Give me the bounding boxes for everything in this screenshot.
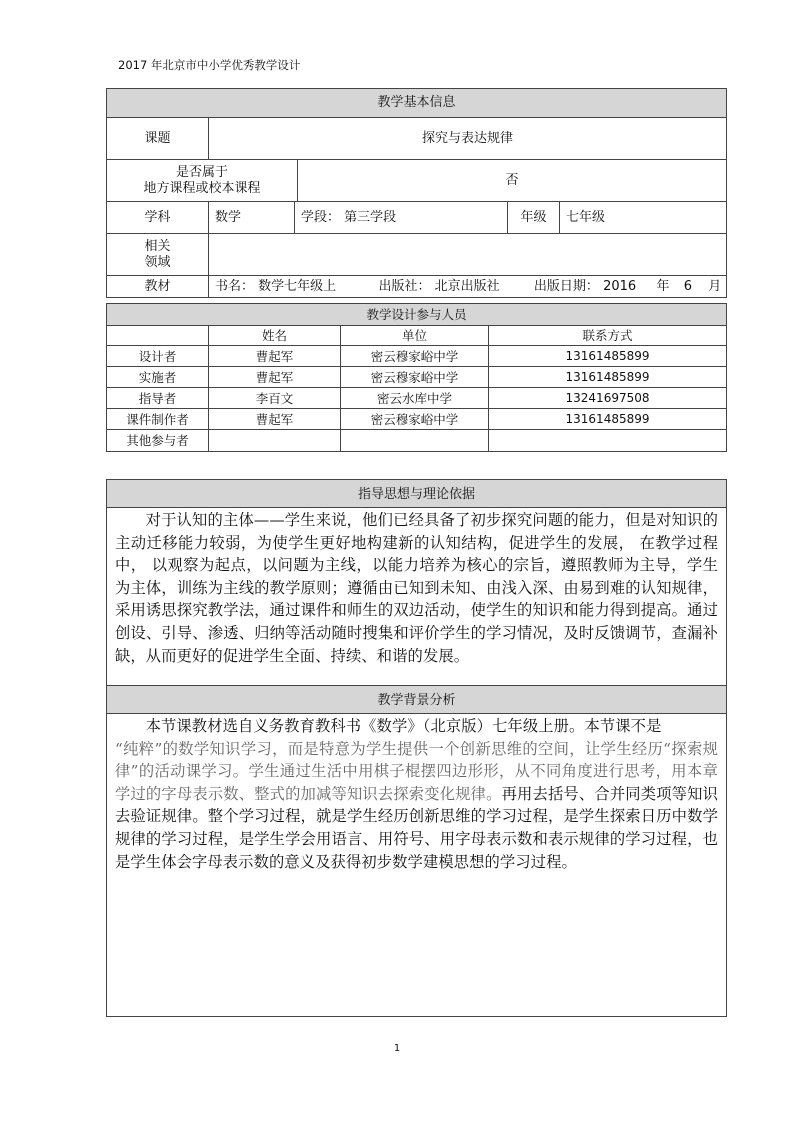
date-year-unit: 年 bbox=[656, 278, 670, 294]
related-field-label-line1: 相关 bbox=[144, 238, 171, 254]
table-row bbox=[107, 409, 727, 430]
background-text-a: 本节课教材选自义务教育教科书《数学》（北京版）七年级上册。本节课不是 bbox=[145, 717, 662, 735]
grade-value: 七年级 bbox=[560, 202, 727, 234]
guidance-heading: 指导思想与理论依据 bbox=[107, 480, 726, 508]
stage-cell bbox=[295, 202, 508, 234]
table-row bbox=[107, 388, 727, 409]
date-year: 2016 bbox=[603, 278, 637, 294]
staff-heading: 教学设计参与人员 bbox=[107, 304, 727, 326]
textbook-label: 教材 bbox=[107, 276, 209, 298]
staff-table bbox=[106, 303, 727, 452]
local-course-label bbox=[107, 160, 298, 202]
background-text-c: 再用去括号、合并同类项等知识去验证规律。整个学习过程，就是学生经历创新思维的学习过程，是学生探索日历中数学规律的学习过程，是学生学会用语言、用符号、用字母表示数和表示规律的学习过程，也是学生体会字母表示数的意义及获得初步数学建模思想的学习过程。 bbox=[115, 784, 718, 871]
stage-label: 学段： bbox=[301, 209, 341, 225]
staff-unit bbox=[341, 430, 489, 452]
local-course-label-line2: 地方课程或校本课程 bbox=[143, 180, 261, 196]
staff-name: 曹起军 bbox=[209, 409, 341, 430]
staff-unit: 密云水库中学 bbox=[341, 388, 489, 409]
publisher-label: 出版社： bbox=[378, 278, 431, 294]
page-header: 2017 年北京市中小学优秀教学设计 bbox=[118, 58, 301, 72]
table-row bbox=[107, 430, 727, 452]
stage-value: 第三学段 bbox=[344, 209, 397, 225]
staff-header-role bbox=[107, 326, 209, 346]
topic-value: 探究与表达规律 bbox=[209, 118, 727, 160]
staff-phone: 13161485899 bbox=[489, 409, 727, 430]
table-row bbox=[107, 346, 727, 367]
background-text bbox=[107, 714, 726, 873]
guidance-text: 对于认知的主体——学生来说，他们已经具备了初步探究问题的能力，但是对知识的主动迁移能力较弱，为使学生更好地构建新的认知结构，促进学生的发展， 在教学过程中， 以观察为起点，以问题为主线，以能力培养为核心的宗旨，遵照教师为主导，学生为主体，训练为主线的教学原则；遵循由已知到未知、由浅入深、由易到难的认知规律，采用诱思探究教学法，通过课件和师生的双边活动，使学生的知识和能力得到提高。通过创设、引导、渗透、归纳等活动随时搜集和评价学生的学习情况，及时反馈调节，查漏补缺，从而更好的促进学生全面、持续、和谐的发展。 bbox=[115, 511, 718, 665]
staff-unit: 密云穆家峪中学 bbox=[341, 409, 489, 430]
background-text-b: “纯粹”的数学知识学习，而是特意为学生提供一个创新思维的空间，让学生经历“探索规律”的活动课学习。学生通过生活中用棋子棍摆四边形形，从不同角度进行思考，用本章学过的字母表示数、整式的加减等知识去探索变化规律。 bbox=[115, 739, 718, 803]
staff-header-unit: 单位 bbox=[341, 326, 489, 346]
staff-unit: 密云穆家峪中学 bbox=[341, 346, 489, 367]
staff-header-contact: 联系方式 bbox=[489, 326, 727, 346]
related-field-value bbox=[209, 234, 727, 276]
staff-role: 指导者 bbox=[107, 388, 209, 409]
staff-role: 课件制作者 bbox=[107, 409, 209, 430]
background-section bbox=[106, 685, 727, 1017]
date-month-unit: 月 bbox=[708, 278, 722, 294]
date-month: 6 bbox=[683, 278, 693, 294]
page-number: 1 bbox=[393, 1043, 401, 1054]
staff-name bbox=[209, 430, 341, 452]
book-label: 书名： bbox=[215, 278, 255, 294]
staff-phone: 13161485899 bbox=[489, 367, 727, 388]
basic-info-table bbox=[106, 88, 727, 298]
related-field-label bbox=[107, 234, 209, 276]
staff-phone: 13241697508 bbox=[489, 388, 727, 409]
grade-label: 年级 bbox=[508, 202, 560, 234]
table-row bbox=[107, 367, 727, 388]
staff-phone bbox=[489, 430, 727, 452]
related-field-label-line2: 领域 bbox=[144, 254, 171, 270]
staff-unit: 密云穆家峪中学 bbox=[341, 367, 489, 388]
local-course-label-line1: 是否属于 bbox=[175, 164, 228, 180]
staff-name: 曹起军 bbox=[209, 367, 341, 388]
book-value: 数学七年级上 bbox=[258, 278, 337, 294]
topic-label: 课题 bbox=[107, 118, 209, 160]
textbook-info bbox=[209, 276, 727, 298]
basic-info-heading: 教学基本信息 bbox=[107, 89, 727, 118]
guidance-section bbox=[106, 479, 727, 687]
staff-role: 实施者 bbox=[107, 367, 209, 388]
staff-header-name: 姓名 bbox=[209, 326, 341, 346]
date-label: 出版日期： bbox=[533, 278, 599, 294]
staff-name: 曹起军 bbox=[209, 346, 341, 367]
publisher-value: 北京出版社 bbox=[434, 278, 500, 294]
staff-phone: 13161485899 bbox=[489, 346, 727, 367]
staff-role: 其他参与者 bbox=[107, 430, 209, 452]
subject-value: 数学 bbox=[209, 202, 295, 234]
staff-name: 李百文 bbox=[209, 388, 341, 409]
background-heading: 教学背景分析 bbox=[107, 686, 726, 714]
local-course-value: 否 bbox=[298, 160, 727, 202]
subject-label: 学科 bbox=[107, 202, 209, 234]
staff-role: 设计者 bbox=[107, 346, 209, 367]
